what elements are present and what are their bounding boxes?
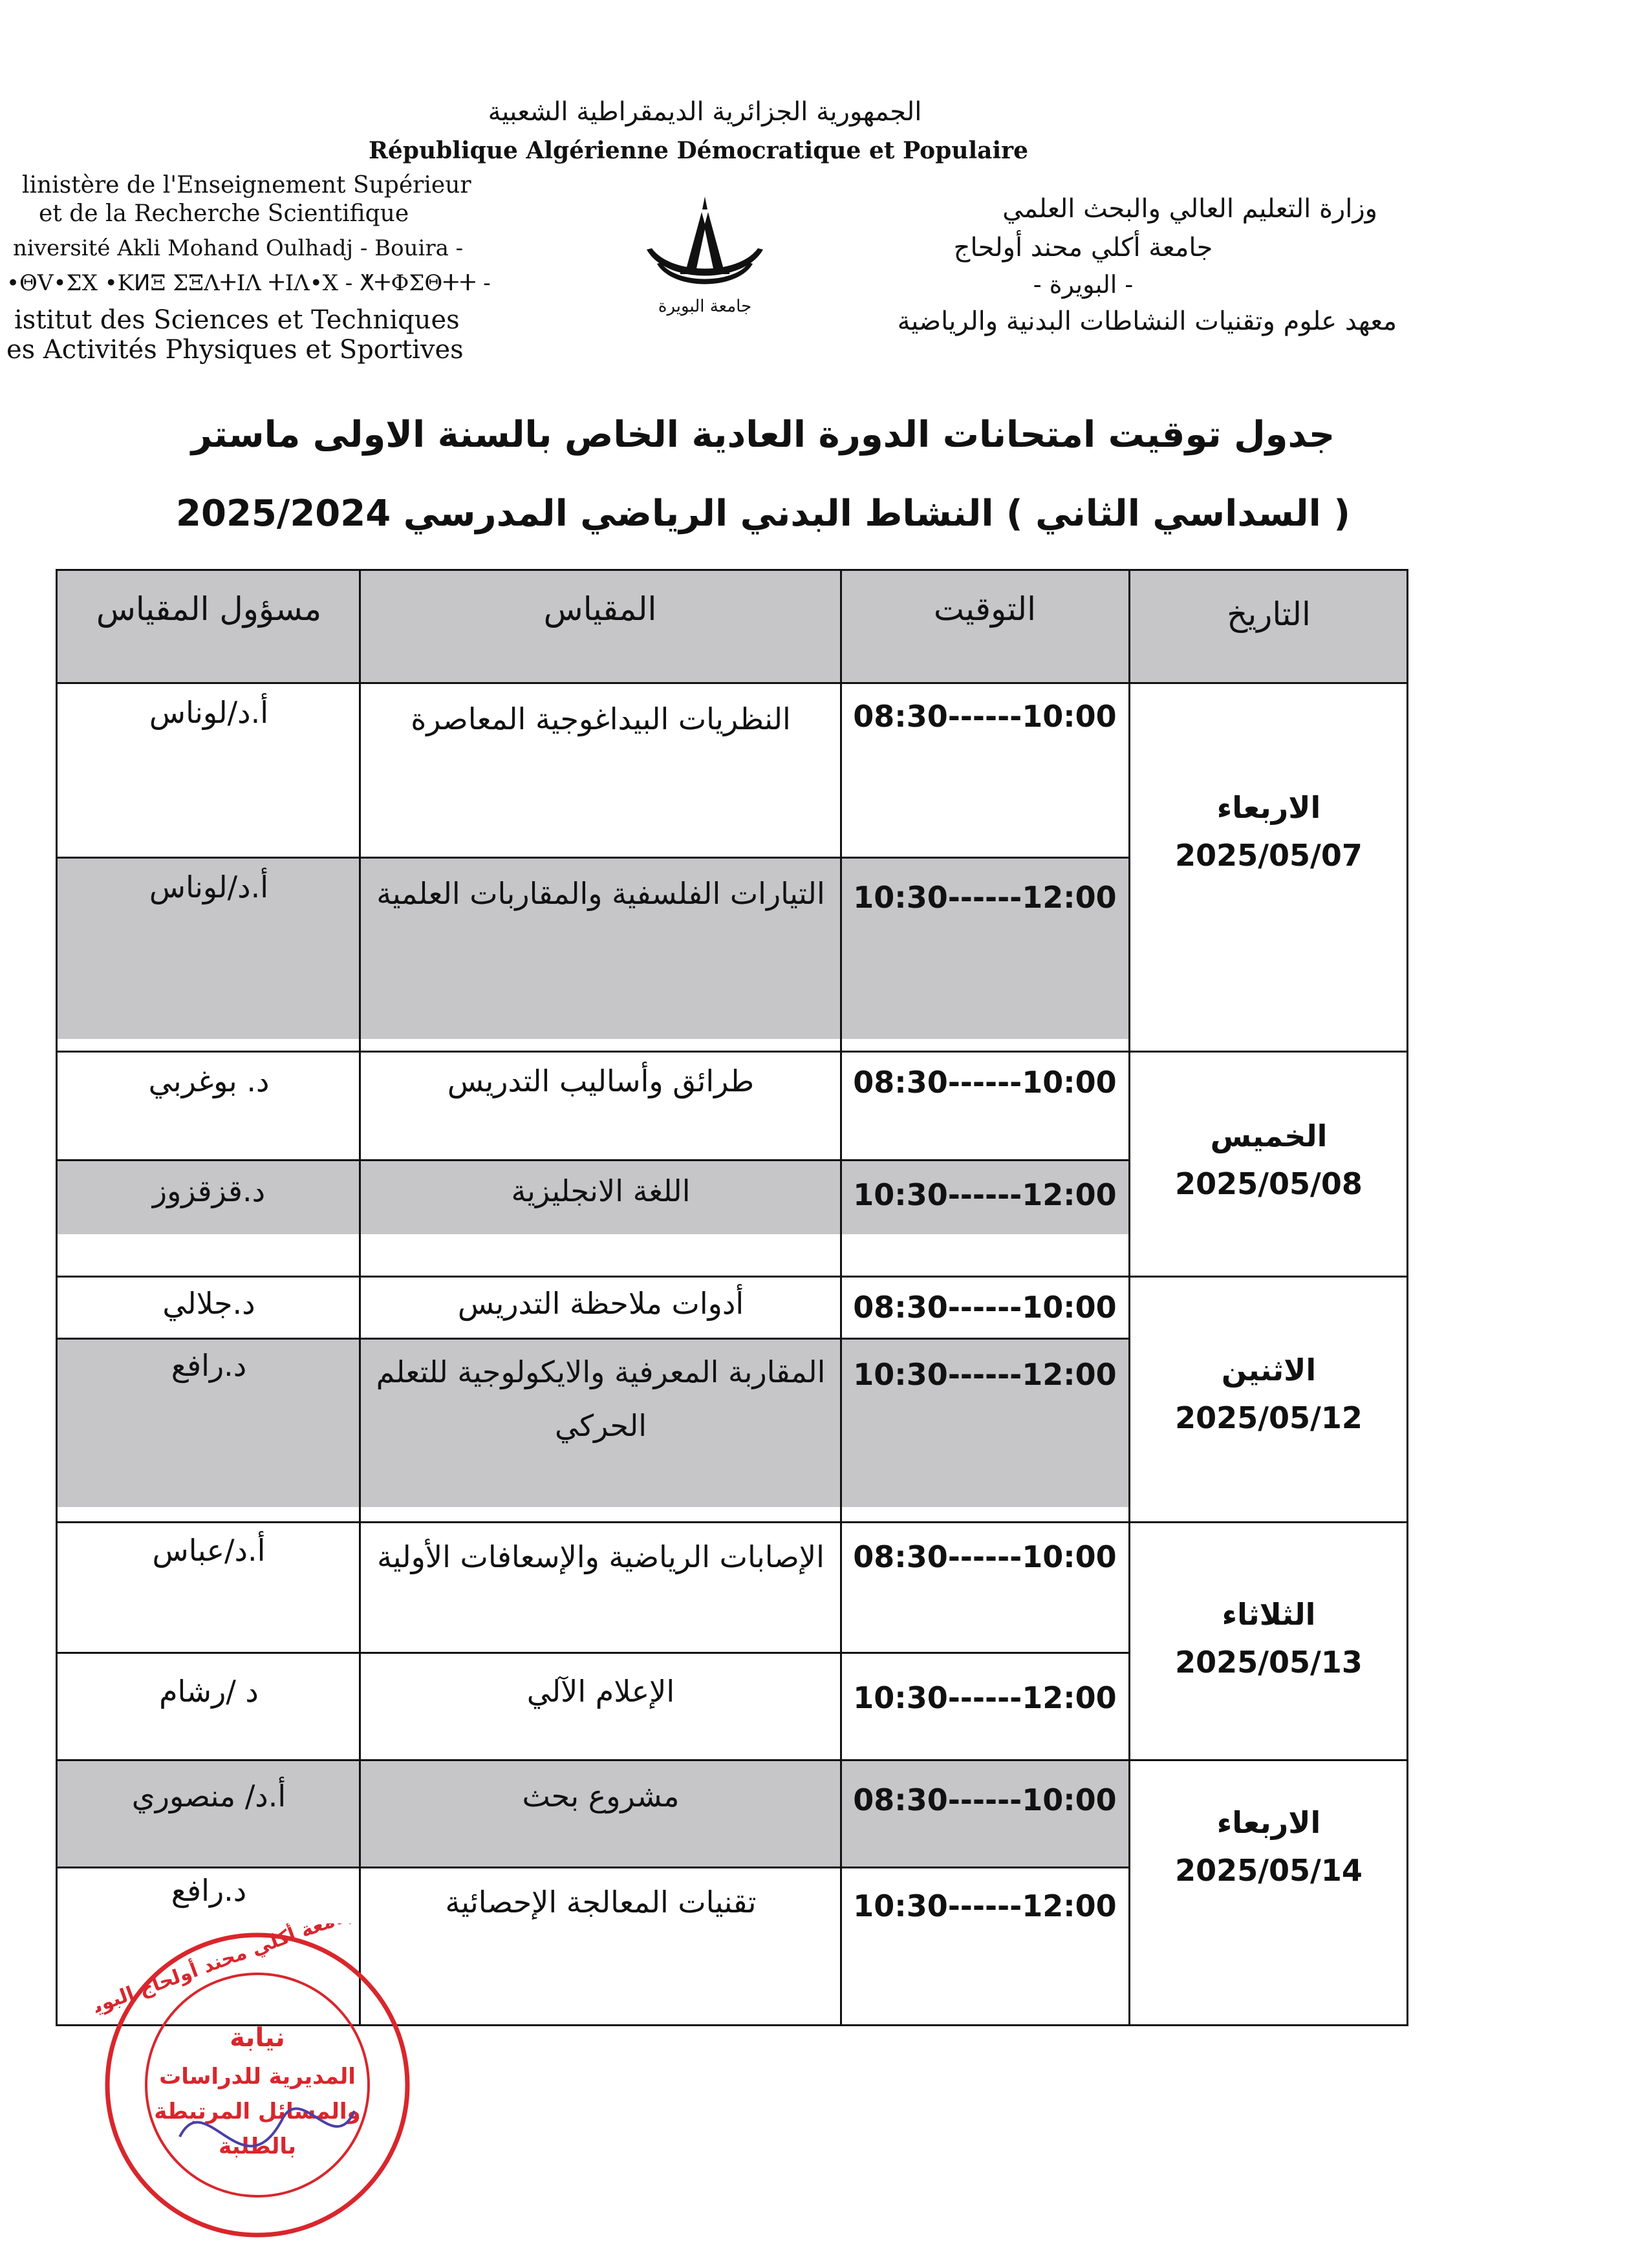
stamp-outer-text: جامعة أكلي محند أولحاج البويرة bbox=[96, 1923, 358, 2026]
subject-cell: المقاربة المعرفية والايكولوجية للتعلم الحركي bbox=[376, 1354, 826, 1443]
row-divider-day-2 bbox=[58, 1276, 1406, 1278]
responsible-cell: أ.د/لوناس bbox=[149, 870, 269, 904]
day-date: 2025/05/13 bbox=[1175, 1644, 1363, 1680]
official-stamp bbox=[96, 1923, 419, 2247]
day-cell-2 bbox=[1131, 1113, 1406, 1208]
header-right-block bbox=[776, 194, 1397, 336]
row-divider-day-4 bbox=[58, 1759, 1406, 1761]
exam-schedule-table bbox=[56, 569, 1408, 2026]
header-responsible: مسؤول المقياس bbox=[96, 590, 322, 628]
responsible-cell: د /رشام bbox=[159, 1674, 259, 1709]
row-divider-5 bbox=[58, 1338, 1128, 1340]
time-cell: 08:30------10:00 bbox=[853, 699, 1117, 734]
col-divider-2 bbox=[840, 571, 842, 2024]
stamp-line-4: بالطلبة bbox=[219, 2134, 296, 2159]
ministry-ar-line: وزارة التعليم العالي والبحث العلمي bbox=[1002, 194, 1377, 224]
day-cell-3 bbox=[1131, 1347, 1406, 1442]
responsible-cell: د.رافع bbox=[171, 1348, 247, 1383]
day-name: الاربعاء bbox=[1216, 1805, 1321, 1840]
responsible-cell: د.جلالي bbox=[162, 1286, 255, 1321]
time-cell: 10:30------12:00 bbox=[853, 1177, 1117, 1212]
university-logo bbox=[621, 187, 789, 317]
responsible-cell: د.قزقزوز bbox=[152, 1173, 266, 1208]
page-title: جدول توقيت امتحانات الدورة العادية الخاص بالسنة الاولى ماستر bbox=[191, 414, 1335, 456]
header-date: التاريخ bbox=[1227, 595, 1311, 633]
university-ar-line: جامعة أكلي محند أولحاج bbox=[953, 233, 1213, 262]
responsible-cell: د.رافع bbox=[171, 1873, 247, 1908]
day-date: 2025/05/14 bbox=[1175, 1852, 1363, 1888]
row-divider-9 bbox=[58, 1867, 1128, 1868]
subject-cell: تقنيات المعالجة الإحصائية bbox=[445, 1885, 757, 1920]
row-divider-header bbox=[58, 682, 1406, 684]
day-cell-4 bbox=[1131, 1591, 1406, 1686]
row-divider-1 bbox=[58, 857, 1128, 859]
responsible-cell: أ.د/عباس bbox=[152, 1533, 266, 1568]
institute-fr-line-2: es Activités Physiques et Sportives bbox=[6, 335, 464, 365]
day-date: 2025/05/07 bbox=[1175, 837, 1363, 873]
day-name: الخميس bbox=[1210, 1118, 1328, 1153]
subject-cell: الإصابات الرياضية والإسعافات الأولية bbox=[377, 1539, 824, 1574]
ministry-fr-line-2: et de la Recherche Scientifique bbox=[39, 200, 409, 227]
day-date: 2025/05/12 bbox=[1175, 1400, 1363, 1435]
header-subject: المقياس bbox=[543, 590, 657, 628]
institute-fr-line-1: istitut des Sciences et Techniques bbox=[14, 305, 460, 335]
subject-cell: أدوات ملاحظة التدريس bbox=[457, 1286, 744, 1321]
time-cell: 10:30------12:00 bbox=[853, 880, 1117, 915]
stamp-line-2: المديرية للدراسات bbox=[159, 2064, 356, 2090]
time-cell: 08:30------10:00 bbox=[853, 1290, 1117, 1325]
row-divider-3 bbox=[58, 1159, 1128, 1161]
subject-cell: مشروع بحث bbox=[522, 1779, 680, 1813]
page-subtitle: ( السداسي الثاني ) النشاط البدني الرياضي المدرسي 2025/2024 bbox=[176, 493, 1350, 535]
row-divider-day-1 bbox=[58, 1051, 1406, 1053]
stamp-line-3: والمسائل المرتبطة bbox=[154, 2099, 361, 2124]
col-divider-1 bbox=[359, 571, 361, 2024]
stamp-line-1: نيابة bbox=[230, 2023, 285, 2053]
university-tifinagh-line: •ΘV•ΣX •ΚⵍΞ ΣΞΛⵜΙΛ ⵜΙΛ•Χ - ⵅⵜΦΣΘⵜⵜ - bbox=[6, 270, 491, 296]
subject-cell: الإعلام الآلي bbox=[526, 1674, 675, 1709]
university-fr-line: niversité Akli Mohand Oulhadj - Bouira - bbox=[13, 235, 464, 261]
city-ar-line: - البويرة - bbox=[1033, 270, 1134, 299]
time-cell: 10:30------12:00 bbox=[853, 1680, 1117, 1715]
responsible-cell: أ.د/لوناس bbox=[149, 695, 269, 730]
day-name: الثلاثاء bbox=[1222, 1597, 1316, 1632]
time-cell: 10:30------12:00 bbox=[853, 1357, 1117, 1392]
responsible-cell: د. بوغربي bbox=[148, 1064, 270, 1098]
day-name: الاثنين bbox=[1221, 1353, 1317, 1387]
day-cell-5 bbox=[1131, 1799, 1406, 1894]
time-cell: 08:30------10:00 bbox=[853, 1065, 1117, 1100]
republic-french: République Algérienne Démocratique et Populaire bbox=[368, 137, 1029, 164]
responsible-cell: أ.د/ منصوري bbox=[131, 1779, 286, 1813]
ministry-fr-line-1: linistère de l'Enseignement Supérieur bbox=[22, 172, 471, 198]
subject-cell: اللغة الانجليزية bbox=[511, 1173, 691, 1208]
subject-cell: التيارات الفلسفية والمقاربات العلمية bbox=[376, 876, 825, 911]
subject-cell: طرائق وأساليب التدريس bbox=[447, 1064, 755, 1098]
time-cell: 08:30------10:00 bbox=[853, 1782, 1117, 1817]
republic-arabic: الجمهورية الجزائرية الديمقراطية الشعبية bbox=[488, 97, 922, 127]
university-logo-icon bbox=[621, 187, 789, 317]
row-divider-7 bbox=[58, 1652, 1128, 1654]
row-divider-day-3 bbox=[58, 1521, 1406, 1523]
stamp-seal-icon bbox=[96, 1923, 419, 2247]
day-date: 2025/05/08 bbox=[1175, 1166, 1363, 1201]
subject-cell: النظريات البيداغوجية المعاصرة bbox=[411, 701, 791, 736]
day-name: الاربعاء bbox=[1216, 790, 1321, 825]
time-cell: 10:30------12:00 bbox=[853, 1888, 1117, 1923]
day-cell-1 bbox=[1131, 784, 1406, 879]
institute-ar-line: معهد علوم وتقنيات النشاطات البدنية والرياضية bbox=[897, 306, 1397, 336]
time-cell: 08:30------10:00 bbox=[853, 1539, 1117, 1574]
header-time: التوقيت bbox=[933, 590, 1037, 628]
logo-caption: جامعة البويرة bbox=[658, 297, 752, 316]
col-divider-3 bbox=[1128, 571, 1130, 2024]
